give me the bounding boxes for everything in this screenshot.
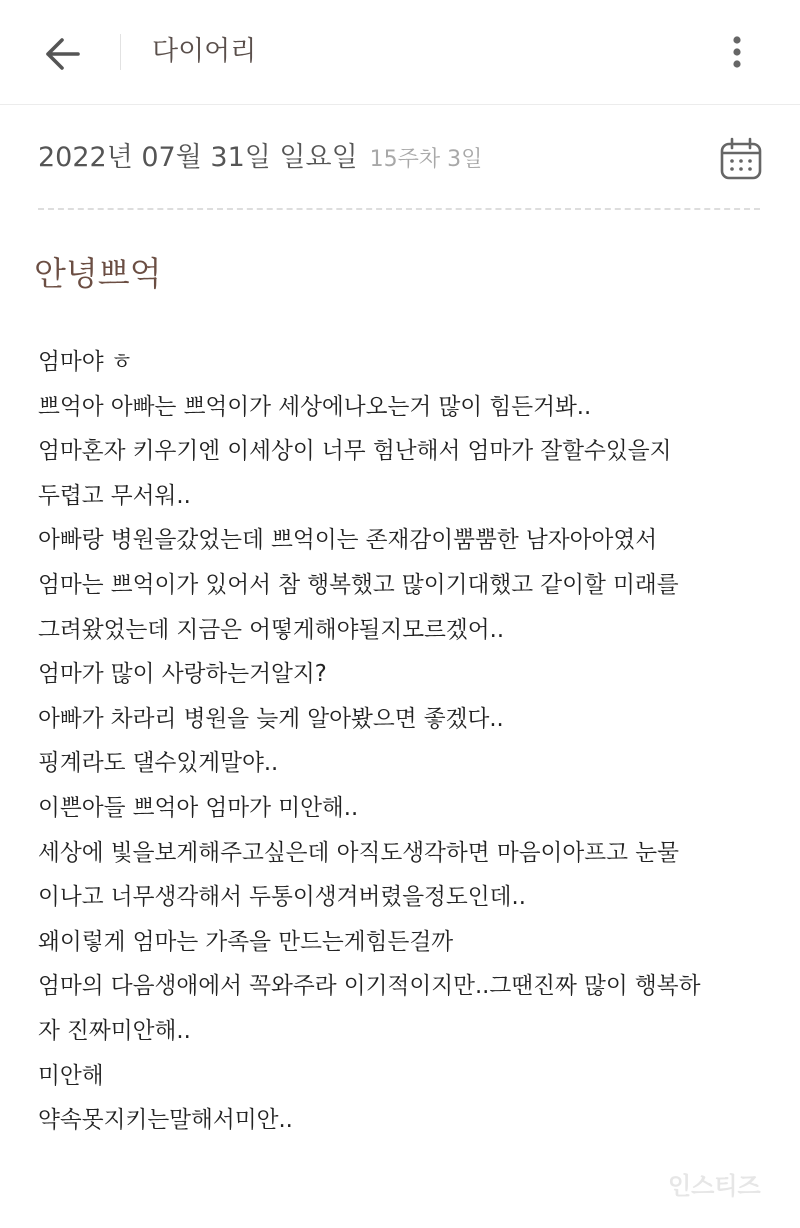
entry-line: 왜이렇게 엄마는 가족을 만드는게힘든걸까 xyxy=(38,928,454,955)
entry-body xyxy=(38,340,778,1143)
watermark: 인스티즈 xyxy=(668,1172,761,1200)
entry-line: 그려왔었는데 지금은 어떻게해야될지모르겠어.. xyxy=(38,616,505,643)
entry-line: 아빠가 차라리 병원을 늦게 알아봤으면 좋겠다.. xyxy=(38,705,504,732)
entry-line: 두렵고 무서워.. xyxy=(38,482,191,509)
entry-line: 핑계라도 댈수있게말야.. xyxy=(38,750,279,777)
entry-line: 아빠랑 병원을갔었는데 쁘억이는 존재감이뿜뿜한 남자아아였서 xyxy=(38,527,658,554)
app-bar xyxy=(0,0,800,105)
entry-line: 엄마는 쁘억이가 있어서 참 행복했고 많이기대했고 같이할 미래를 xyxy=(38,571,679,598)
arrow-left-icon xyxy=(40,32,84,76)
entry-line: 쁘억아 아빠는 쁘억이가 세상에나오는거 많이 힘든거봐.. xyxy=(38,393,592,420)
entry-line: 미안해 xyxy=(38,1062,104,1089)
more-vertical-icon xyxy=(720,30,754,74)
entry-line: 엄마야 ㅎ xyxy=(38,349,133,375)
pregnancy-week: 15주차 3일 xyxy=(369,147,483,172)
entry-line: 이나고 너무생각해서 두통이생겨버렸을정도인데.. xyxy=(38,884,526,911)
entry-line: 세상에 빛을보게해주고싶은데 아직도생각하면 마음이아프고 눈물 xyxy=(38,839,679,866)
dashed-separator xyxy=(38,208,760,210)
entry-line: 엄마가 많이 사랑하는거알지? xyxy=(38,661,327,688)
entry-line: 이쁜아들 쁘억아 엄마가 미안해.. xyxy=(38,794,359,821)
back-button[interactable] xyxy=(40,32,84,76)
page-title: 다이어리 xyxy=(152,36,257,67)
calendar-icon xyxy=(718,136,764,182)
header-divider xyxy=(120,34,121,70)
entry-line: 엄마의 다음생애에서 꼭와주라 이기적이지만..그땐진짜 많이 행복하 xyxy=(38,973,701,1000)
entry-date-row xyxy=(38,138,482,178)
more-options-button[interactable] xyxy=(720,30,754,74)
entry-line: 자 진짜미안해.. xyxy=(38,1017,191,1044)
entry-date: 2022년 07월 31일 일요일 xyxy=(38,142,358,173)
entry-line: 엄마혼자 키우기엔 이세상이 너무 험난해서 엄마가 잘할수있을지 xyxy=(38,438,672,465)
calendar-button[interactable] xyxy=(718,136,764,182)
entry-title: 안녕쁘억 xyxy=(34,254,162,293)
entry-line: 약속못지키는말해서미안.. xyxy=(38,1107,293,1134)
